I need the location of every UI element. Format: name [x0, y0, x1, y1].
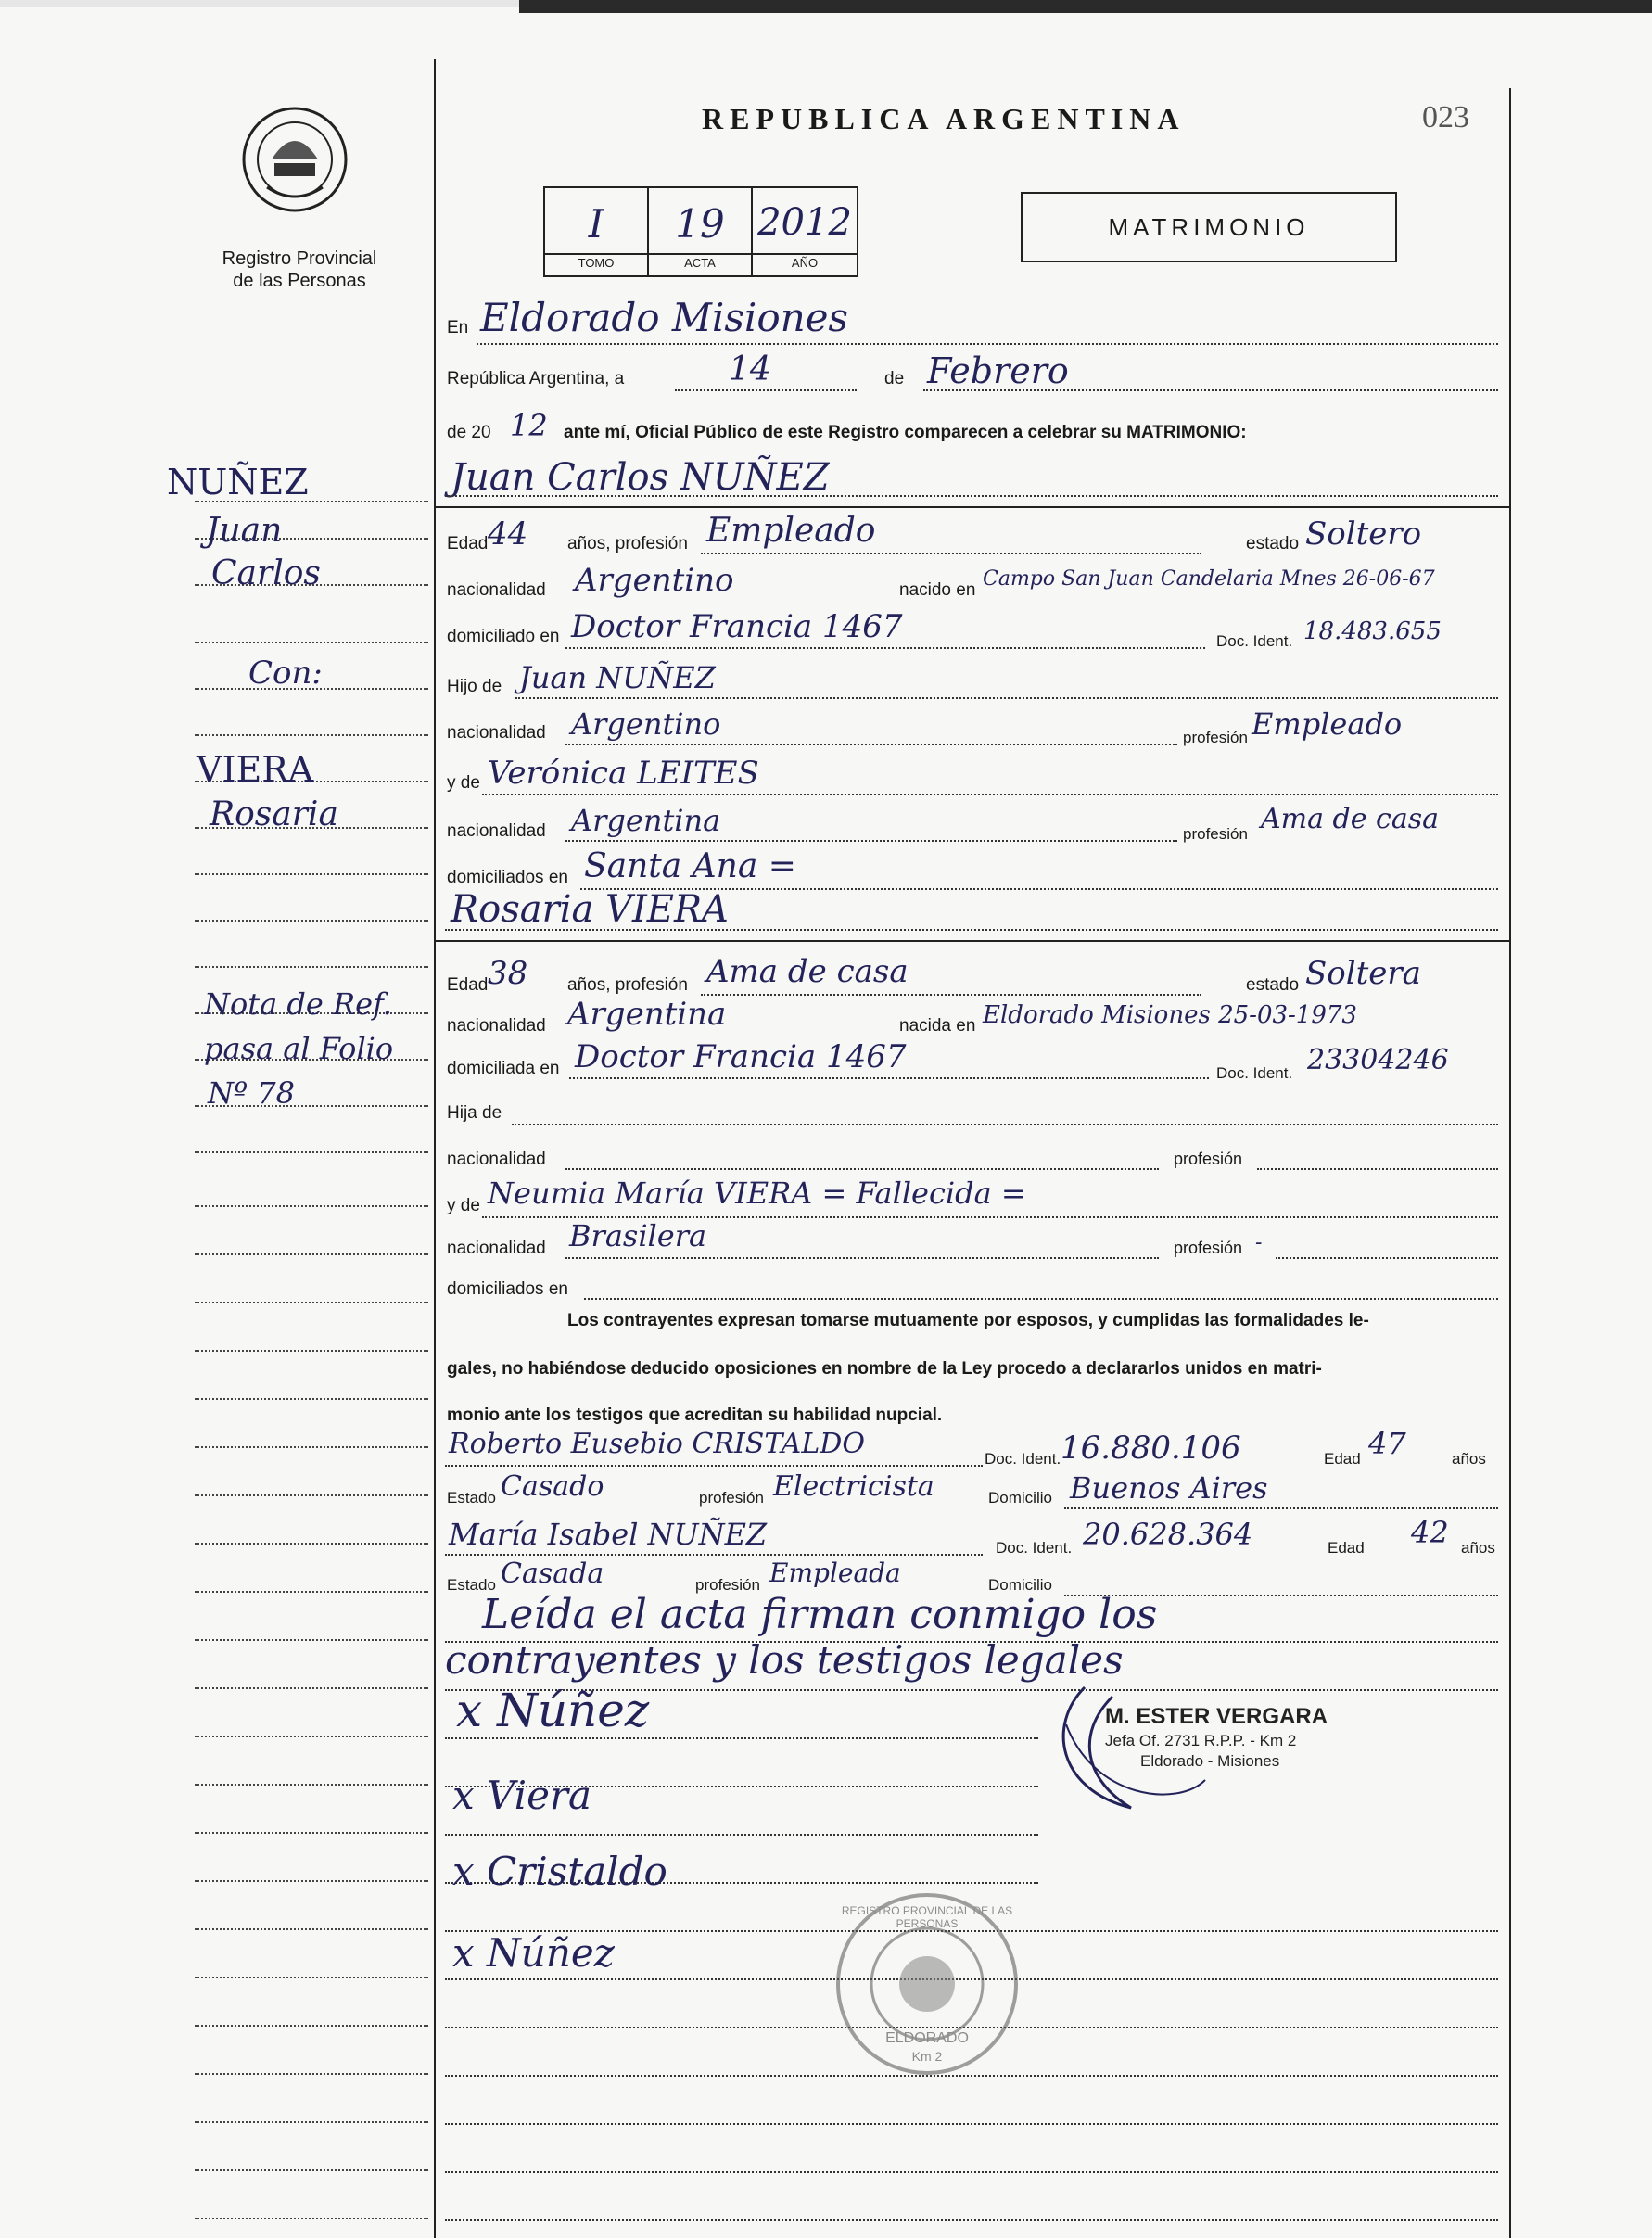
year-prefix: de 20	[447, 423, 491, 442]
signature-bride: x Viera	[452, 1773, 592, 1818]
witness2-age: 42	[1411, 1515, 1449, 1550]
acta-value: 19	[675, 201, 725, 247]
groom-name: Juan Carlos NUÑEZ	[451, 456, 830, 499]
left-margin-rule	[434, 59, 436, 2238]
margin-surname: NUÑEZ	[167, 462, 309, 502]
declaration-line3: monio ante los testigos que acreditan su habilidad nupcial.	[447, 1405, 943, 1425]
witness1-dom-label: Domicilio	[988, 1489, 1052, 1507]
place-value: Eldorado Misiones	[480, 295, 849, 340]
official-name: M. ESTER VERGARA	[1105, 1704, 1328, 1729]
closing-line2: contrayentes y los testigos legales	[445, 1637, 1124, 1683]
bride-anos-label: años, profesión	[567, 975, 688, 995]
margin-given-2: Carlos	[211, 554, 321, 592]
province-seal	[239, 95, 350, 234]
groom-age: 44	[488, 515, 528, 553]
witness2-name: María Isabel NUÑEZ	[449, 1517, 768, 1552]
bride-mother-prof: -	[1255, 1231, 1263, 1254]
bride-mother-nat: Brasilera	[569, 1218, 707, 1253]
witness2-dom-label: Domicilio	[988, 1576, 1052, 1594]
bride-nat-label: nacionalidad	[447, 1016, 546, 1036]
margin-given-1: Juan	[206, 512, 283, 550]
groom-father: Juan NUÑEZ	[519, 660, 716, 695]
bride-father-prof-label: profesión	[1174, 1150, 1243, 1168]
closing-line1: Leída el acta firman conmigo los	[482, 1591, 1158, 1638]
margin-nota: Nota de Ref.	[204, 986, 392, 1022]
witness1-profession: Electricista	[773, 1470, 934, 1503]
acta-label: ACTA	[684, 256, 716, 270]
witness1-estado-label: Estado	[447, 1489, 496, 1507]
en-label: En	[447, 318, 469, 337]
bride-mother-prof-label: profesión	[1174, 1239, 1243, 1257]
month-value: Febrero	[927, 350, 1069, 391]
signature-groom: x Núñez	[456, 1684, 650, 1737]
witness2-estado-label: Estado	[447, 1576, 496, 1594]
bride-estado-label: estado	[1246, 975, 1300, 995]
groom-edad-label: Edad	[447, 534, 489, 553]
witness1-name: Roberto Eusebio CRISTALDO	[449, 1428, 865, 1460]
folio-number: 023	[1422, 100, 1469, 134]
groom-profession: Empleado	[706, 512, 876, 550]
witness1-address: Buenos Aires	[1070, 1470, 1268, 1506]
bride-doc-label: Doc. Ident.	[1216, 1064, 1293, 1082]
groom-nationality: Argentino	[575, 562, 734, 599]
groom-yde-label: y de	[447, 773, 480, 793]
bride-parents-dom-label: domiciliados en	[447, 1279, 568, 1299]
bride-doc: 23304246	[1307, 1044, 1449, 1076]
de-label: de	[884, 369, 905, 388]
country-title: REPUBLICA ARGENTINA	[702, 102, 1186, 135]
declaration-line2: gales, no habiéndose deducido oposiciones en nombre de la Ley procedo a declararlos unidos en matri-	[447, 1359, 1322, 1379]
round-seal-place: ELDORADO	[885, 2030, 969, 2046]
registry-line1: Registro Provincial	[222, 248, 377, 269]
groom-dom-label: domiciliado en	[447, 627, 560, 646]
groom-address: Doctor Francia 1467	[571, 608, 903, 645]
declaration-line1: Los contrayentes expresan tomarse mutuamente por esposos, y cumplidas las formalidades le-	[567, 1311, 1369, 1330]
bride-nationality: Argentina	[567, 996, 727, 1033]
scan-edge-dark	[519, 0, 1652, 13]
groom-mother-nat-label: nacionalidad	[447, 821, 546, 841]
right-margin-rule	[1509, 88, 1511, 2238]
groom-father-prof: Empleado	[1252, 706, 1403, 742]
groom-parents-address: Santa Ana =	[584, 847, 796, 885]
registry-round-seal	[834, 1891, 1020, 2077]
margin-bride-surname: VIERA	[197, 749, 314, 790]
groom-father-nat-label: nacionalidad	[447, 723, 546, 743]
official-place: Eldorado - Misiones	[1140, 1752, 1280, 1770]
groom-anos-label: años, profesión	[567, 534, 688, 553]
official-stamp	[1029, 1669, 1381, 1817]
bride-mother-nat-label: nacionalidad	[447, 1239, 546, 1258]
witness2-profession: Empleada	[769, 1558, 901, 1588]
groom-nat-label: nacionalidad	[447, 580, 546, 600]
tomo-value: I	[588, 201, 604, 247]
round-seal-sub: Km 2	[911, 2049, 943, 2064]
groom-parents-dom-label: domiciliados en	[447, 868, 568, 887]
groom-mother-prof-label: profesión	[1183, 825, 1248, 843]
margin-folio-number: Nº 78	[208, 1075, 295, 1111]
bride-hija-label: Hija de	[447, 1103, 502, 1123]
witness1-doc-label: Doc. Ident.	[985, 1450, 1061, 1468]
signature-witness1: x Cristaldo	[452, 1849, 667, 1894]
statement: ante mí, Oficial Público de este Registro comparecen a celebrar su MATRIMONIO:	[564, 423, 1247, 442]
scan-edge	[0, 0, 519, 7]
bride-father-nat-label: nacionalidad	[447, 1150, 546, 1169]
groom-mother: Verónica LEITES	[488, 755, 759, 792]
round-seal-text: REGISTRO PROVINCIAL DE LAS PERSONAS	[841, 1904, 1013, 1930]
witness1-prof-label: profesión	[699, 1489, 764, 1507]
witness1-age: 47	[1368, 1426, 1406, 1461]
registry-line2: de las Personas	[233, 271, 366, 291]
witness2-doc-label: Doc. Ident.	[996, 1539, 1073, 1557]
signature-witness2: x Núñez	[452, 1930, 615, 1976]
witness2-anos-label: años	[1461, 1539, 1495, 1557]
witness2-prof-label: profesión	[695, 1576, 760, 1594]
witness1-anos-label: años	[1452, 1450, 1486, 1468]
bride-age: 38	[488, 955, 528, 992]
bride-mother: Neumia María VIERA = Fallecida =	[488, 1176, 1026, 1211]
bride-address: Doctor Francia 1467	[575, 1038, 907, 1075]
year-value: 12	[510, 408, 548, 443]
margin-con: Con:	[248, 655, 323, 692]
groom-hijo-label: Hijo de	[447, 677, 502, 696]
witness2-doc: 20.628.364	[1083, 1517, 1253, 1552]
groom-estado-label: estado	[1246, 534, 1300, 553]
official-title: Jefa Of. 2731 R.P.P. - Km 2	[1105, 1732, 1297, 1749]
record-box	[543, 186, 858, 277]
witness1-doc: 16.880.106	[1061, 1430, 1241, 1467]
act-type-box: MATRIMONIO	[1021, 192, 1397, 262]
bride-nacida-label: nacida en	[899, 1016, 976, 1036]
republica-label: República Argentina, a	[447, 369, 625, 388]
bride-yde-label: y de	[447, 1196, 480, 1215]
bride-status: Soltera	[1305, 955, 1421, 992]
groom-mother-prof: Ama de casa	[1261, 803, 1439, 835]
bride-dom-label: domiciliada en	[447, 1059, 560, 1078]
witness1-edad-label: Edad	[1324, 1450, 1361, 1468]
tomo-label: TOMO	[578, 256, 615, 270]
groom-doc-label: Doc. Ident.	[1216, 632, 1293, 650]
witness1-status: Casado	[501, 1470, 604, 1503]
ano-value: 2012	[757, 201, 852, 244]
margin-bride-given: Rosaria	[210, 795, 338, 833]
witness2-status: Casada	[501, 1558, 604, 1590]
groom-birth: Campo San Juan Candelaria Mnes 26-06-67	[983, 567, 1435, 591]
groom-father-nat: Argentino	[571, 706, 721, 742]
groom-status: Soltero	[1305, 515, 1422, 553]
margin-folio: pasa al Folio	[204, 1031, 394, 1066]
day-value: 14	[729, 350, 771, 388]
bride-name: Rosaria VIERA	[451, 888, 729, 931]
bride-edad-label: Edad	[447, 975, 489, 995]
groom-mother-nat: Argentina	[571, 803, 721, 838]
ano-label: AÑO	[791, 256, 819, 270]
groom-doc: 18.483.655	[1303, 617, 1442, 645]
witness2-edad-label: Edad	[1328, 1539, 1365, 1557]
groom-nacido-label: nacido en	[899, 580, 976, 600]
bride-birth: Eldorado Misiones 25-03-1973	[983, 1001, 1357, 1029]
groom-father-prof-label: profesión	[1183, 729, 1248, 746]
bride-profession: Ama de casa	[706, 953, 909, 990]
